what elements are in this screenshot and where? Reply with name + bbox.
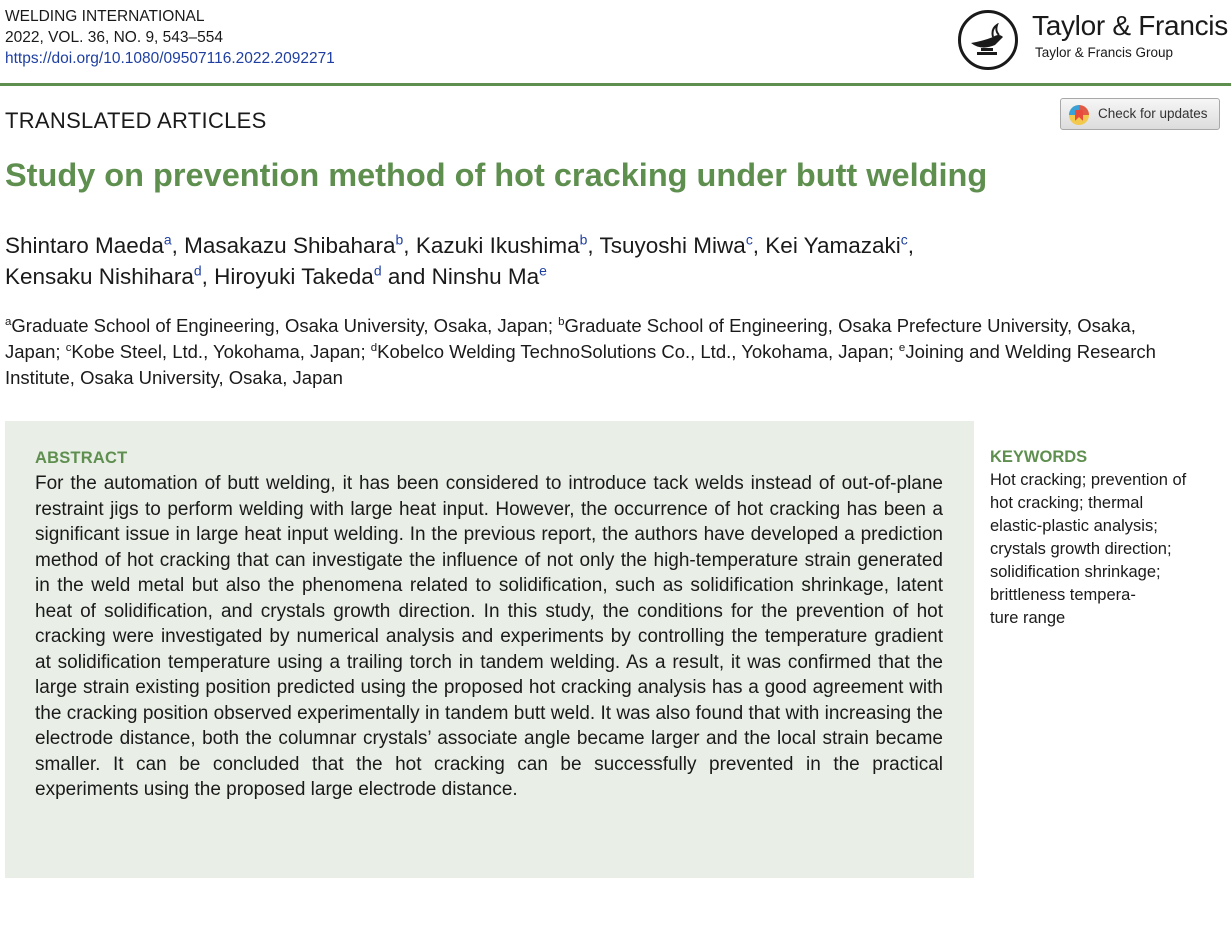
author-name[interactable]: Tsuyoshi Miwa <box>599 233 746 258</box>
abstract-box <box>5 421 974 878</box>
affiliation-text: Graduate School of Engineering, Osaka Prefecture University, Osaka, Japan; <box>5 315 1136 362</box>
doi-link[interactable]: https://doi.org/10.1080/09507116.2022.2092271 <box>5 50 335 67</box>
journal-info <box>5 6 335 69</box>
affiliation-text: Graduate School of Engineering, Osaka University, Osaka, Japan; <box>11 315 559 336</box>
article-title: Study on prevention method of hot cracking under butt welding <box>5 157 988 193</box>
lamp-icon <box>958 10 1018 70</box>
check-for-updates-button[interactable] <box>1060 98 1220 130</box>
affiliation-text: Joining and Welding Research Institute, Osaka University, Osaka, Japan <box>5 341 1156 388</box>
author-name[interactable]: Masakazu Shibahara <box>184 233 396 258</box>
crossmark-icon <box>1068 104 1090 129</box>
author-list: Shintaro Maeda$^a$, Masakazu Shibahara$^b$, Kazuki Ikushima$^b$, Tsuyoshi Miwa$^c$, Kei Yamazaki$^c$, Kensaku Nishihara$^d$, Hiroyuki Takeda$^d$ and Ninshu Ma$^e$ <box>5 231 915 289</box>
author-name[interactable]: Hiroyuki Takeda <box>214 264 374 289</box>
header-divider <box>0 83 1231 86</box>
author-name[interactable]: Kazuki Ikushima <box>415 233 580 258</box>
publisher-name: Taylor & Francis <box>1032 10 1228 41</box>
affiliation-list <box>5 313 1185 391</box>
keyword-line: hot cracking; thermal <box>990 494 1144 512</box>
author-affiliation-marker[interactable]: c <box>745 231 753 248</box>
keyword-line: brittleness tempera- <box>990 586 1136 604</box>
author-affiliation-marker[interactable]: c <box>900 231 908 248</box>
author-name[interactable]: Kei Yamazaki <box>765 233 901 258</box>
affiliation-marker: c <box>65 341 72 354</box>
affiliation-marker: b <box>558 315 565 328</box>
abstract-heading: ABSTRACT <box>35 449 128 467</box>
author-name[interactable]: Shintaro Maeda <box>5 233 164 258</box>
affiliation-text: Kobelco Welding TechnoSolutions Co., Ltd., Yokohama, Japan; <box>377 341 899 362</box>
author-affiliation-marker[interactable]: d <box>373 262 382 279</box>
author-affiliation-marker[interactable]: d <box>193 262 202 279</box>
author-affiliation-marker[interactable]: b <box>395 231 404 248</box>
keyword-line: solidification shrinkage; <box>990 563 1161 581</box>
affiliation-marker: e <box>898 341 906 354</box>
abstract-text: For the automation of butt welding, it has been considered to introduce tack welds instead of out-of-plane restraint jigs to perform welding with large heat input. However, the occurrence of hot cracking has been a significant issue in large heat input welding. In the previous report, the authors have developed a prediction method of hot cracking that can investigate the influence of not only the high-temperature strain generated in the weld metal but also the phenomena related to solidification, such as solidification shrinkage, latent heat of solidification, and crystals growth direction. In this study, the conditions for the prevention of hot cracking were investigated by numerical analysis and experiments by controlling the temperature gradient at solidification temperature using a trailing torch in tandem welding. As a result, it was confirmed that the large strain existing position predicted using the proposed hot cracking analysis has a good agreement with the cracking position observed experimentally in tandem butt weld. It was also found that with increasing the electrode distance, both the columnar crystals’ associate angle became larger and the local strain became smaller. It can be concluded that the hot cracking can be successfully prevented in the practical experiments using the proposed large electrode distance. <box>35 473 943 800</box>
check-for-updates-label: Check for updates <box>1098 106 1208 121</box>
author-affiliation-marker[interactable]: b <box>579 231 588 248</box>
keyword-line: elastic-plastic analysis; <box>990 517 1158 535</box>
author-affiliation-marker[interactable]: e <box>539 262 547 279</box>
section-label: TRANSLATED ARTICLES <box>5 108 267 133</box>
affiliation-text: Kobe Steel, Ltd., Yokohama, Japan; <box>71 341 371 362</box>
journal-name: WELDING INTERNATIONAL <box>5 8 205 25</box>
keywords-list <box>990 469 1222 630</box>
author-affiliation-marker[interactable]: a <box>163 231 172 248</box>
keywords-heading: KEYWORDS <box>990 448 1088 466</box>
keyword-line: ture range <box>990 609 1066 627</box>
keyword-line: Hot cracking; prevention of <box>990 471 1187 489</box>
affiliation-marker: d <box>370 341 378 354</box>
publisher-group: Taylor & Francis Group <box>1035 45 1174 60</box>
affiliation-marker: a <box>5 315 12 328</box>
journal-volume: 2022, VOL. 36, NO. 9, 543–554 <box>5 29 224 46</box>
author-name[interactable]: Ninshu Ma <box>431 264 540 289</box>
keyword-line: crystals growth direction; <box>990 540 1172 558</box>
author-name[interactable]: Kensaku Nishihara <box>5 264 194 289</box>
publisher-logo[interactable] <box>958 8 1228 72</box>
